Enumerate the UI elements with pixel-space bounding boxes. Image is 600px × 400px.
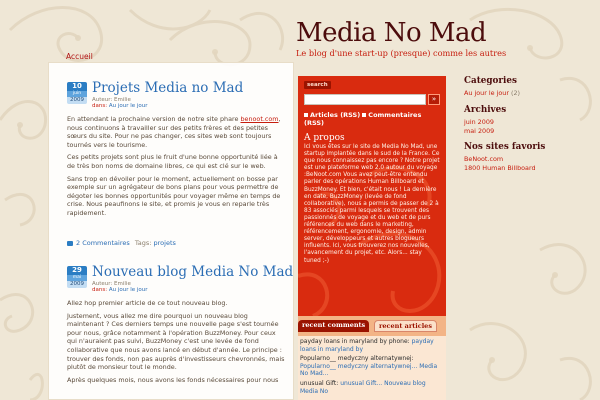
comments-link[interactable]: 2 Commentaires xyxy=(76,239,130,247)
post-paragraph: Sans trop en dévoiler pour le moment, actuellement on bosse par exemple sur un agrégateur de bons plans pour vous permettre de dégoter les bonnes opportunités pour voyager même en temps de crise. Nous peaufinons le site, et promis je vous en reparle très rapidement. xyxy=(67,174,281,217)
benoot-link[interactable]: benoot.com xyxy=(240,115,279,123)
date-month: juin xyxy=(67,91,87,97)
category-link[interactable]: Au jour le jour xyxy=(108,287,148,293)
comments-rss-link[interactable]: Commentaires (RSS) xyxy=(304,111,422,127)
comment-icon xyxy=(67,241,73,246)
category-label: dans: xyxy=(92,103,108,109)
date-badge xyxy=(67,82,87,104)
date-year: 2009 xyxy=(67,97,87,104)
archive-link[interactable]: juin 2009 xyxy=(464,118,494,126)
archives-heading: Archives xyxy=(464,105,507,115)
date-day: 10 xyxy=(67,82,87,91)
tab-recent-articles[interactable]: recent articles xyxy=(374,320,437,332)
recent-comment-link[interactable]: payday loans in maryland by xyxy=(300,338,434,353)
recent-comments-list xyxy=(298,336,446,400)
about-title: A propos xyxy=(304,133,345,143)
search-input[interactable] xyxy=(304,94,426,105)
date-badge xyxy=(67,266,87,288)
post-paragraph: Après quelques mois, nous avons les fonds nécessaires pour nous xyxy=(67,375,279,384)
post-category xyxy=(92,103,148,109)
about-text: Ici vous êtes sur le site de Media No Mad, une startup implantée dans le sud de la France. Ce que nous connaissez pas encore ? Notre projet est une plateforme web 2.0 autour du voyage :BeNoot.com Vous avez peut-être entendu parler des opérations Human Billboard et BuzzMoney. Et bien, c'était nous ! La dernière en date, BuzzMoney (levée de fond collaborative), nous a permis de passer de 2 à 83 associés parmi lesquels se trouvent des passionnés de voyage et du web et de purs références du web dans le marketing, référencement, ergonomie, design, admin server, développeurs et autres blogueurs influents. Ici, vous trouverez nos nouvelles, l'avancement du projet, etc. Alors... stay tuned ;-) xyxy=(304,144,440,264)
category-link[interactable]: Au jour le jour xyxy=(108,103,148,109)
post-author: Auteur: Emilie xyxy=(92,281,131,287)
tag-link[interactable]: projets xyxy=(153,239,176,247)
date-year: 2009 xyxy=(67,281,87,288)
post-title-link[interactable]: Nouveau blog Media No Mad xyxy=(92,264,294,280)
middle-column xyxy=(298,76,446,400)
favorite-link[interactable]: BeNoot.com xyxy=(464,155,504,163)
rss-icon xyxy=(362,113,366,117)
post-paragraph: Ces petits projets sont plus le fruit d'une bonne opportunité liée à de très bon noms de domaine libres, ce qui est clé sur le web. xyxy=(67,153,278,170)
post-title-link[interactable]: Projets Media no Mad xyxy=(92,80,244,96)
post-paragraph: En attendant la prochaine version de notre site phare benoot.com, nous continuons à travailler sur des petits frères et des petites sœurs du site. Pour ne pas changer, ces sites web sont toujours tournés vers le tourisme. xyxy=(67,115,281,149)
rss-links xyxy=(304,111,442,127)
site-title[interactable]: Media No Mad xyxy=(296,18,487,48)
tags-label: Tags: xyxy=(134,239,152,247)
post-body xyxy=(67,115,285,222)
post-paragraph: Allez hop premier article de ce tout nouveau blog. xyxy=(67,299,228,307)
tab-recent-comments[interactable]: recent comments xyxy=(298,320,369,332)
search-label: search xyxy=(304,81,331,89)
archive-link[interactable]: mai 2009 xyxy=(464,127,495,135)
recent-comment-link[interactable]: unusual Gift... Nouveau blog Media No xyxy=(300,380,426,395)
recent-tabs xyxy=(298,316,446,336)
category-count: (2) xyxy=(511,89,521,97)
main-content xyxy=(48,62,294,400)
nav-home-link[interactable]: Accueil xyxy=(66,52,93,61)
categories-heading: Categories xyxy=(464,76,517,86)
search-button[interactable]: » xyxy=(428,94,440,105)
post-paragraph: Justement, vous allez me dire pourquoi un nouveau blog maintenant ? Ces derniers temps une nouvelle page s'est tournée pour nous, grâce notamment à l'opération BuzzMoney. Pour ceux qui n'auraient pas suivi, BuzzMoney c'est une levée de fond collaborative que nous avons lancé en début d'année. Le principe : trouver des fonds, non pas auprès d'investisseurs chevronnés, mais plutôt de monsieur tout le monde. xyxy=(67,311,285,372)
post-footer xyxy=(67,239,176,247)
site-tagline: Le blog d'une start-up (presque) comme les autres xyxy=(296,48,507,58)
category-label: dans: xyxy=(92,287,108,293)
rss-icon xyxy=(304,113,308,117)
list-item: Popularno__ medyczny alternatywnej: Popularno__ medyczny alternatywnej... Media No Mad... xyxy=(300,355,438,378)
post-category xyxy=(92,287,148,293)
favorites-heading: Nos sites favoris xyxy=(464,142,546,152)
articles-rss-link[interactable]: Articles (RSS) xyxy=(310,111,361,119)
category-link[interactable]: Au jour le jour xyxy=(464,89,509,97)
list-item: unusual Gift: unusual Gift... Nouveau blog Media No xyxy=(300,380,426,395)
recent-comment-link[interactable]: Popularno__ medyczny alternatywnej... Media No Mad... xyxy=(300,362,438,378)
list-item: payday loans in maryland by phone: payday loans in maryland by xyxy=(300,338,434,353)
post-author: Auteur: Emilie xyxy=(92,97,131,103)
date-day: 29 xyxy=(67,266,87,275)
date-month: mai xyxy=(67,275,87,281)
favorite-link[interactable]: 1800 Human Billboard xyxy=(464,164,536,172)
sidebar-item-category xyxy=(464,89,520,97)
post-body xyxy=(67,299,285,388)
